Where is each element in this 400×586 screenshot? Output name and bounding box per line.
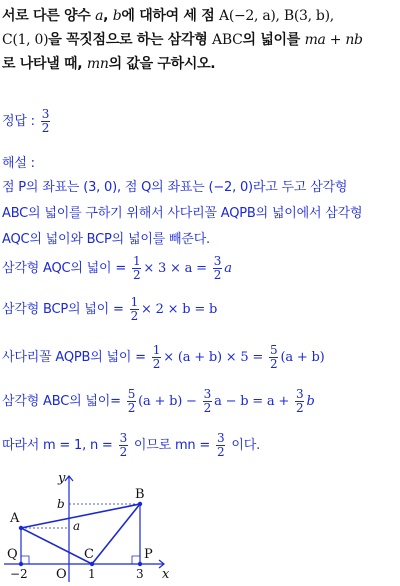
answer-line: 정답 : $\frac{3}{2}$: [2, 107, 50, 135]
label-a: A: [10, 511, 20, 526]
label-b-value: b: [57, 497, 65, 511]
point-a: [19, 526, 23, 530]
label-b: B: [135, 487, 145, 502]
answer-fraction: $\frac{3}{2}$: [41, 107, 50, 135]
explain-p1a: 점 P의 좌표는 (3, 0), 점 Q의 좌표는 (−2, 0)라고 두고 삼각형: [2, 180, 348, 195]
point-p: [138, 562, 142, 566]
label-x: x: [162, 567, 170, 582]
point-b: [138, 502, 142, 506]
equation-aqc: 삼각형 AQC의 넓이 = $\frac{1}{2}$ × 3 × a = $\frac{3}{2}$ a: [2, 254, 232, 282]
triangle-abc: [21, 504, 140, 564]
label-origin: O: [56, 567, 67, 582]
conclusion: 따라서 m = 1, n = $\frac{3}{2}$ 이므로 mn = $\frac{3}{2}$ 이다.: [2, 431, 261, 459]
tick-neg2: −2: [10, 567, 28, 581]
label-a-value: a: [73, 519, 81, 533]
point-c: [90, 562, 94, 566]
question-text: 서로 다른 양수 a, b에 대하여 세 점 A(−2, a), B(3, b), C(1, 0)을 꼭짓점으로 하는 삼각형 ABC의 넓이를 ma + nb 로 나타낼 때, mn의 값을 구하시오.: [2, 8, 363, 72]
point-q: [19, 562, 23, 566]
label-q: Q: [7, 547, 18, 562]
label-y: y: [58, 471, 66, 486]
label-c: C: [84, 547, 94, 562]
equation-aqpb: 사다리꼴 AQPB의 넓이 = $\frac{1}{2}$ × (a + b) × 5 = $\frac{5}{2}$ (a + b): [2, 343, 325, 371]
equation-bcp: 삼각형 BCP의 넓이 = $\frac{1}{2}$ × 2 × b = b: [2, 295, 218, 323]
tick-1: 1: [88, 567, 96, 581]
explain-p1c: AQC의 넓이와 BCP의 넓이를 빼준다.: [2, 232, 210, 247]
label-p: P: [144, 547, 153, 562]
equation-abc: 삼각형 ABC의 넓이= $\frac{5}{2}$ (a + b) − $\frac{3}{2}$ a − b = a + $\frac{3}{2}$ b: [2, 387, 315, 415]
explain-label: 해설 :: [2, 156, 35, 171]
explain-p1b: ABC의 넓이를 구하기 위해서 사다리꼴 AQPB의 넓이에서 삼각형: [2, 206, 363, 221]
tick-3: 3: [136, 567, 144, 581]
triangle-figure: [0, 470, 180, 584]
